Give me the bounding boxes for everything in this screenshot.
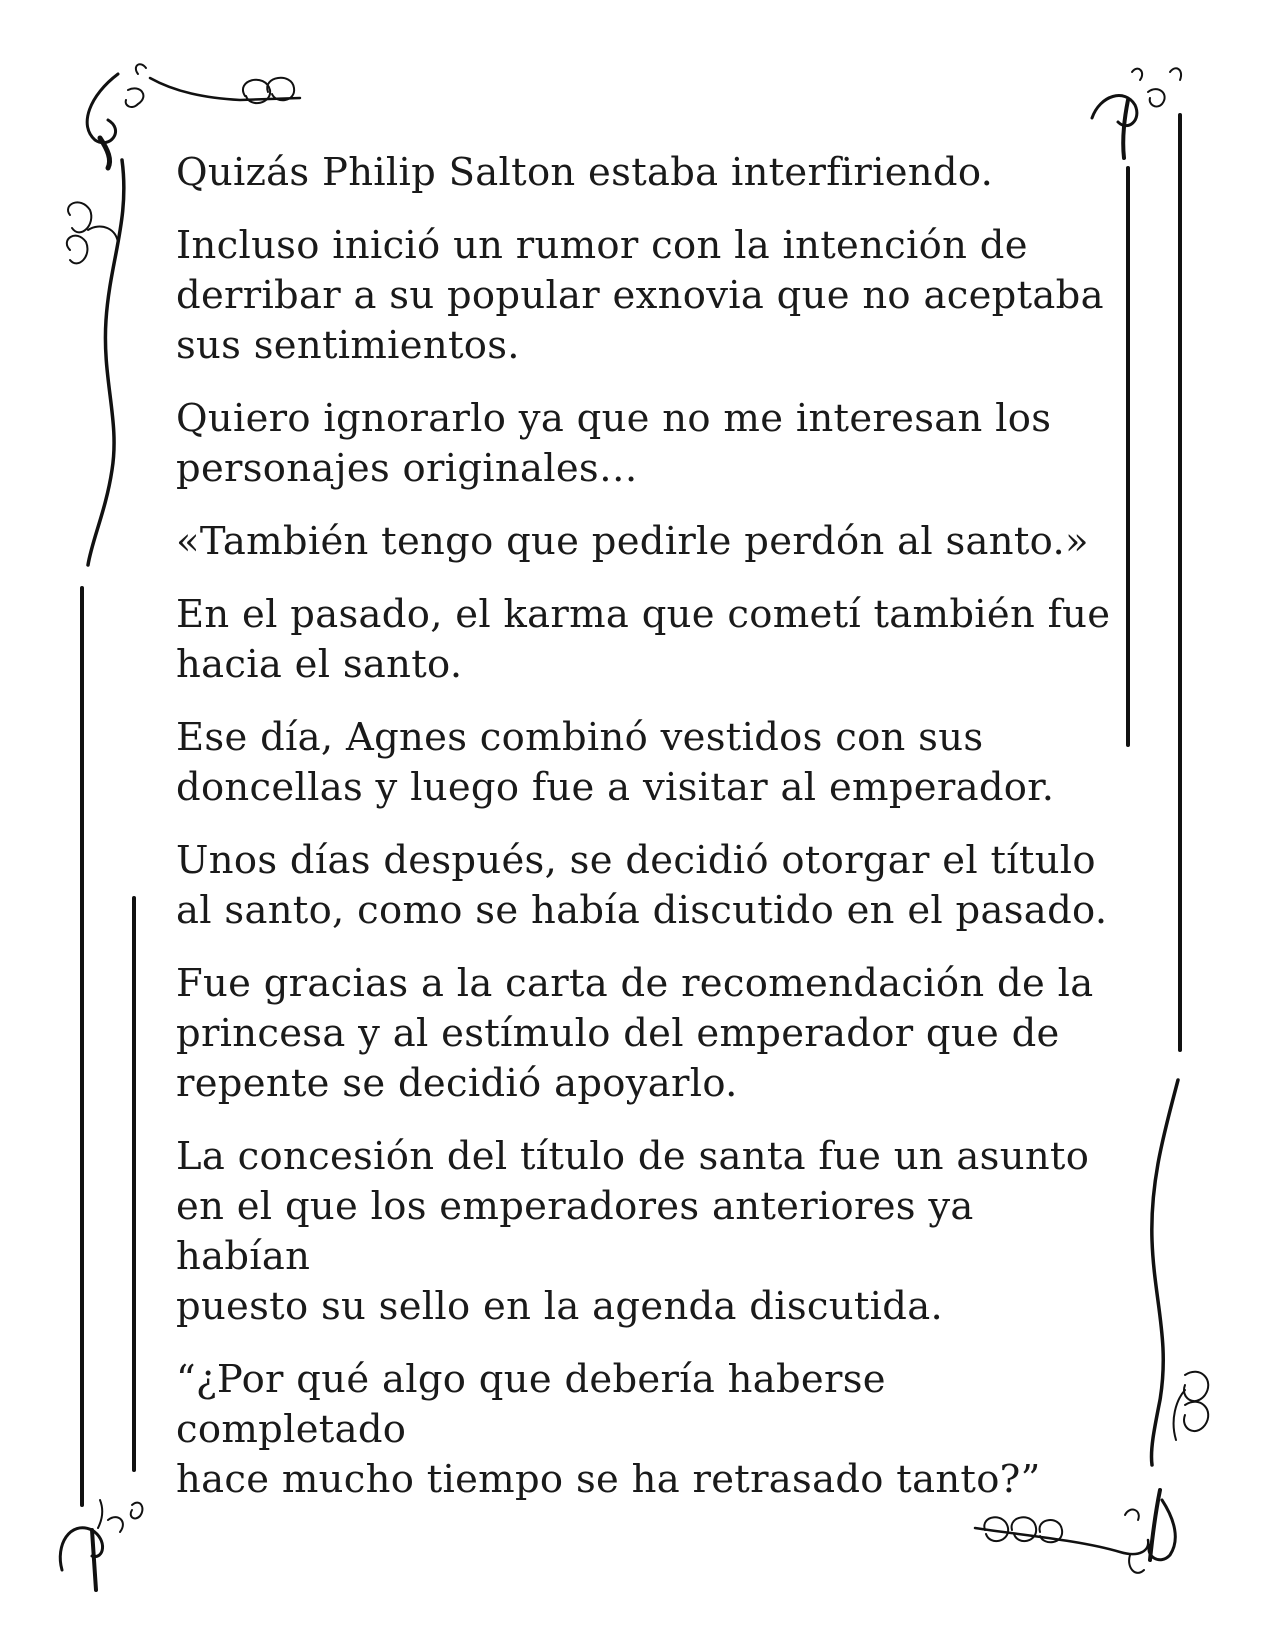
paragraph: Incluso inició un rumor con la intención de derribar a su popular exnovia que no aceptaba sus sentimientos. <box>176 223 1104 368</box>
paragraph: Quiero ignorarlo ya que no me interesan los personajes originales… <box>176 396 1052 491</box>
right-wavy-line <box>1151 1080 1208 1465</box>
paragraph: Unos días después, se decidió otorgar el título al santo, como se había discutido en el pasado. <box>176 838 1108 933</box>
paragraph: La concesión del título de santa fue un asunto en el que los emperadores anteriores ya habían puesto su sello en la agenda discutida. <box>176 1134 1090 1329</box>
paragraph: En el pasado, el karma que cometí también fue hacia el santo. <box>176 592 1111 687</box>
paragraph: Quizás Philip Salton estaba interfiriendo. <box>176 150 994 195</box>
paragraph: Fue gracias a la carta de recomendación de la princesa y al estímulo del emperador que de repente se decidió apoyarlo. <box>176 961 1094 1106</box>
paragraph: «También tengo que pedirle perdón al santo.» <box>176 519 1089 564</box>
left-wavy-line <box>67 160 124 565</box>
story-text <box>176 148 1116 1528</box>
bottom-left-flourish <box>60 1500 142 1590</box>
paragraph: Ese día, Agnes combinó vestidos con sus doncellas y luego fue a visitar al emperador. <box>176 715 1055 810</box>
paragraph: “¿Por qué algo que debería haberse completado hace mucho tiempo se ha retrasado tanto?” <box>176 1357 1041 1502</box>
top-right-flourish <box>1092 68 1181 158</box>
